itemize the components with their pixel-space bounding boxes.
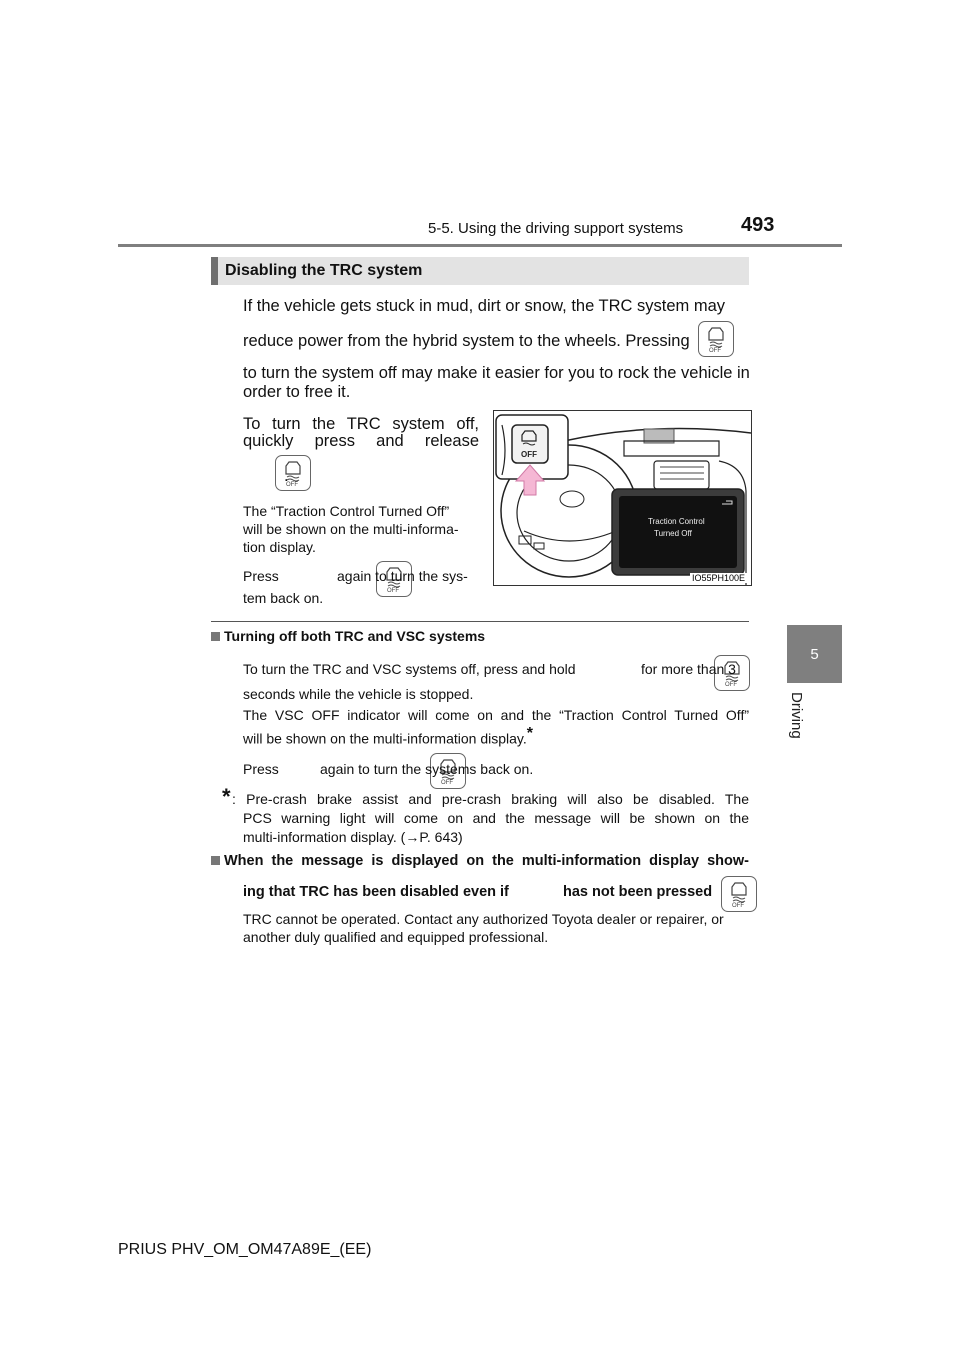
section-marker bbox=[211, 257, 218, 285]
step-line-2: quickly press and release bbox=[243, 432, 479, 450]
chapter-label: Driving bbox=[788, 692, 805, 739]
footnote-mark: * bbox=[222, 784, 231, 809]
chapter-tab[interactable]: 5 bbox=[787, 625, 842, 683]
square-bullet-icon bbox=[211, 632, 220, 641]
both-systems-heading: Turning off both TRC and VSC systems bbox=[224, 628, 486, 644]
both-line-2: seconds while the vehicle is stopped. bbox=[243, 686, 474, 702]
svg-text:OFF: OFF bbox=[286, 482, 299, 486]
press-suffix: again to turn the sys- bbox=[337, 568, 468, 584]
svg-text:OFF: OFF bbox=[440, 780, 453, 784]
message-heading-line-1: When the message is displayed on the multi-information display show- bbox=[224, 853, 749, 869]
footnote-line-2: PCS warning light will come on and the message will be shown on the bbox=[243, 810, 749, 826]
square-bullet-icon bbox=[211, 856, 220, 865]
section-title: Disabling the TRC system bbox=[225, 262, 423, 279]
footnote-line-3-text: multi-information display. ( bbox=[243, 829, 406, 845]
both-line-1-prefix: To turn the TRC and VSC systems off, press and hold bbox=[243, 661, 576, 677]
press-prefix: Press bbox=[243, 568, 279, 584]
section-title-bar bbox=[211, 257, 749, 285]
note-line-3: tion display. bbox=[243, 539, 316, 555]
both-press-suffix: again to turn the systems back on. bbox=[320, 761, 534, 777]
press-line-2: tem back on. bbox=[243, 590, 324, 606]
figure-button-label: OFF bbox=[521, 450, 537, 459]
both-line-3: The VSC OFF indicator will come on and the “Traction Control Turned Off” bbox=[243, 707, 749, 723]
svg-text:OFF: OFF bbox=[709, 348, 721, 352]
svg-text:OFF: OFF bbox=[386, 588, 399, 592]
dashboard-figure bbox=[493, 410, 752, 586]
message-heading-line-2-suffix: has not been pressed bbox=[563, 884, 713, 900]
both-line-4-text: will be shown on the multi-information display. bbox=[243, 730, 527, 747]
footnote-line-3 bbox=[243, 829, 463, 845]
svg-text:OFF: OFF bbox=[725, 682, 738, 686]
arrow-right-icon: → bbox=[405, 829, 420, 845]
section-header: 5-5. Using the driving support systems bbox=[428, 220, 684, 237]
intro-line-2: reduce power from the hybrid system to the wheels. Pressing bbox=[243, 332, 690, 350]
footer-manual-code: PRIUS PHV_OM_OM47A89E_(EE) bbox=[118, 1241, 372, 1258]
both-press-prefix: Press bbox=[243, 761, 279, 777]
header-rule bbox=[118, 244, 842, 247]
intro-line-4: order to free it. bbox=[243, 383, 351, 401]
intro-line-1: If the vehicle gets stuck in mud, dirt or snow, the TRC system may bbox=[243, 297, 726, 315]
both-systems-heading-row bbox=[211, 628, 485, 644]
asterisk-mark: * bbox=[526, 725, 533, 742]
display-line-1: Traction Control bbox=[648, 517, 705, 526]
page-number: 493 bbox=[741, 214, 775, 236]
both-line-4 bbox=[243, 725, 533, 747]
note-line-1: The “Traction Control Turned Off” bbox=[243, 503, 450, 519]
both-line-1-suffix: for more than 3 bbox=[641, 661, 736, 677]
dashboard-illustration bbox=[494, 411, 751, 585]
intro-line-3: to turn the system off may make it easier for you to rock the vehicle in bbox=[243, 364, 750, 382]
step-line-3: . bbox=[284, 467, 289, 485]
display-line-2: Turned Off bbox=[654, 529, 692, 538]
figure-caption: IO55PH100E bbox=[691, 573, 745, 583]
vsc-off-button-icon bbox=[275, 455, 311, 491]
step-line-1: To turn the TRC system off, bbox=[243, 415, 479, 433]
svg-text:OFF: OFF bbox=[732, 903, 745, 907]
page-reference[interactable]: P. 643) bbox=[419, 829, 463, 845]
vsc-off-button-icon bbox=[721, 876, 757, 912]
section-divider bbox=[211, 621, 749, 622]
message-body-line-2: another duly qualified and equipped professional. bbox=[243, 929, 549, 945]
note-line-2: will be shown on the multi-informa- bbox=[243, 521, 459, 537]
footnote-line-1: : Pre-crash brake assist and pre-crash braking will also be disabled. The bbox=[232, 791, 749, 807]
message-heading-line-2-prefix: ing that TRC has been disabled even if bbox=[243, 884, 509, 900]
vsc-off-button-icon bbox=[698, 321, 734, 357]
message-body-line-1: TRC cannot be operated. Contact any authorized Toyota dealer or repairer, or bbox=[243, 911, 724, 927]
message-heading-row bbox=[211, 853, 749, 869]
